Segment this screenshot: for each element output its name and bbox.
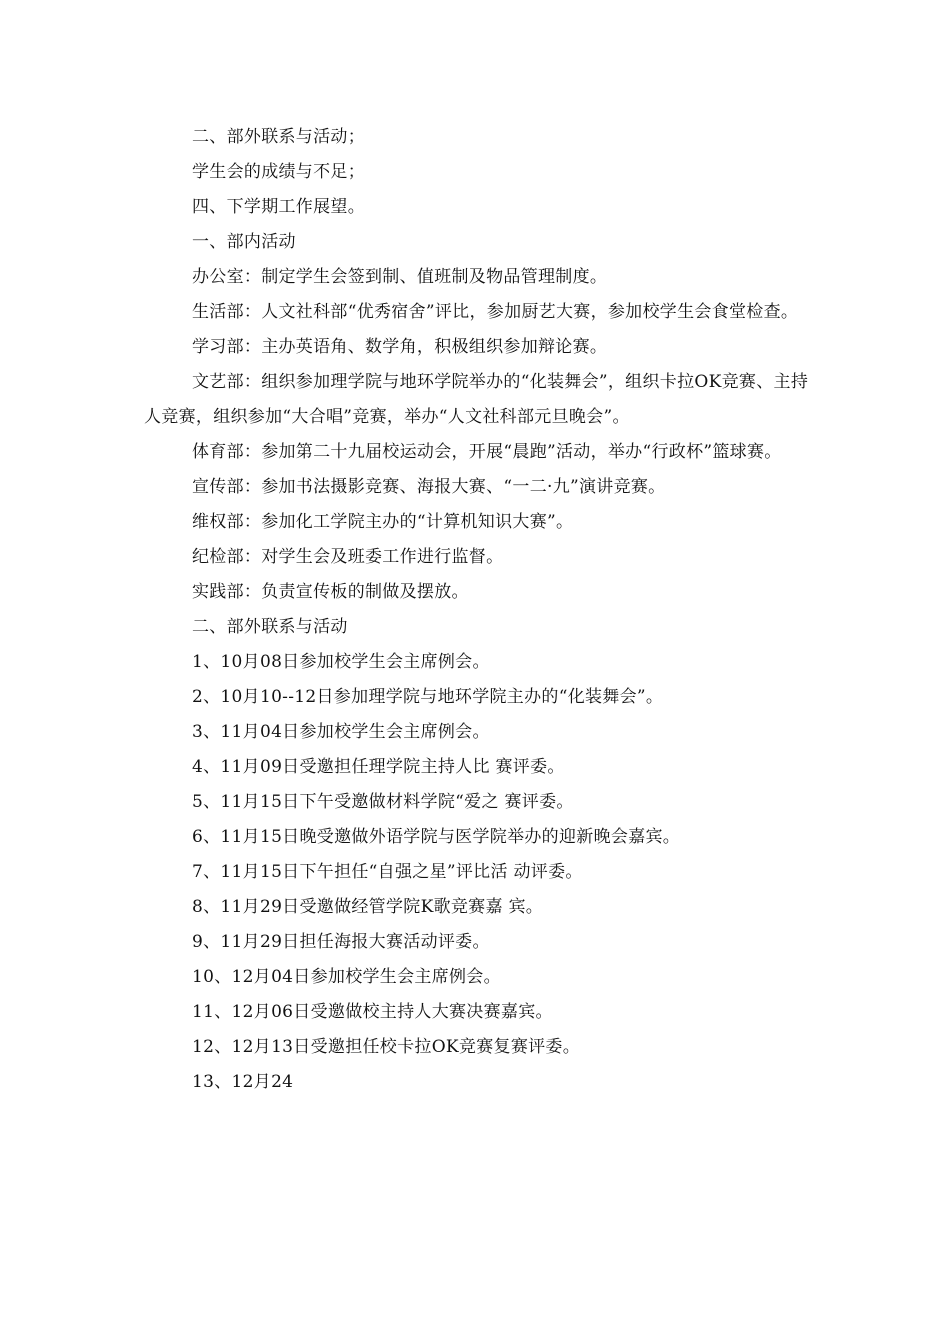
list-item: 6、11月15日晚受邀做外语学院与医学院举办的迎新晚会嘉宾。 <box>192 827 681 847</box>
paragraph-arts-department: 文艺部：组织参加理学院与地环学院举办的“化装舞会”，组织卡拉OK竞赛、主持人竞赛，组织参加“大合唱”竞赛，举办“人文社科部元旦晚会”。 <box>144 372 809 427</box>
list-item: 13、12月24 <box>192 1072 294 1092</box>
heading-next-term-outlook: 四、下学期工作展望。 <box>192 197 365 217</box>
list-item: 2、10月10--12日参加理学院与地环学院主办的“化装舞会”。 <box>192 687 664 707</box>
list-item: 4、11月09日受邀担任理学院主持人比 赛评委。 <box>192 757 565 777</box>
paragraph-office: 办公室：制定学生会签到制、值班制及物品管理制度。 <box>192 267 608 287</box>
document-body <box>144 120 814 1100</box>
heading-internal-activities: 一、部内活动 <box>192 232 296 252</box>
list-item: 7、11月15日下午担任“自强之星”评比活 动评委。 <box>192 862 583 882</box>
list-item: 11、12月06日受邀做校主持人大赛决赛嘉宾。 <box>192 1002 553 1022</box>
list-item: 1、10月08日参加校学生会主席例会。 <box>192 652 490 672</box>
list-item: 5、11月15日下午受邀做材料学院“爱之 赛评委。 <box>192 792 574 812</box>
heading-external-activities-summary: 二、部外联系与活动； <box>192 127 365 147</box>
list-item: 3、11月04日参加校学生会主席例会。 <box>192 722 490 742</box>
list-item: 9、11月29日担任海报大赛活动评委。 <box>192 932 490 952</box>
heading-external-activities: 二、部外联系与活动 <box>192 617 348 637</box>
paragraph-life-department: 生活部：人文社科部“优秀宿舍”评比，参加厨艺大赛，参加校学生会食堂检查。 <box>192 302 799 322</box>
list-item: 12、12月13日受邀担任校卡拉OK竞赛复赛评委。 <box>192 1037 581 1057</box>
paragraph-publicity-department: 宣传部：参加书法摄影竞赛、海报大赛、“一二·九”演讲竞赛。 <box>192 477 666 497</box>
list-item: 8、11月29日受邀做经管学院K歌竞赛嘉 宾。 <box>192 897 544 917</box>
paragraph-rights-department: 维权部：参加化工学院主办的“计算机知识大赛”。 <box>192 512 574 532</box>
paragraph-study-department: 学习部：主办英语角、数学角，积极组织参加辩论赛。 <box>192 337 608 357</box>
heading-achievements: 学生会的成绩与不足； <box>192 162 365 182</box>
paragraph-practice-department: 实践部：负责宣传板的制做及摆放。 <box>192 582 469 602</box>
paragraph-sports-department: 体育部：参加第二十九届校运动会，开展“晨跑”活动，举办“行政杯”篮球赛。 <box>192 442 782 462</box>
paragraph-discipline-department: 纪检部：对学生会及班委工作进行监督。 <box>192 547 504 567</box>
list-item: 10、12月04日参加校学生会主席例会。 <box>192 967 501 987</box>
